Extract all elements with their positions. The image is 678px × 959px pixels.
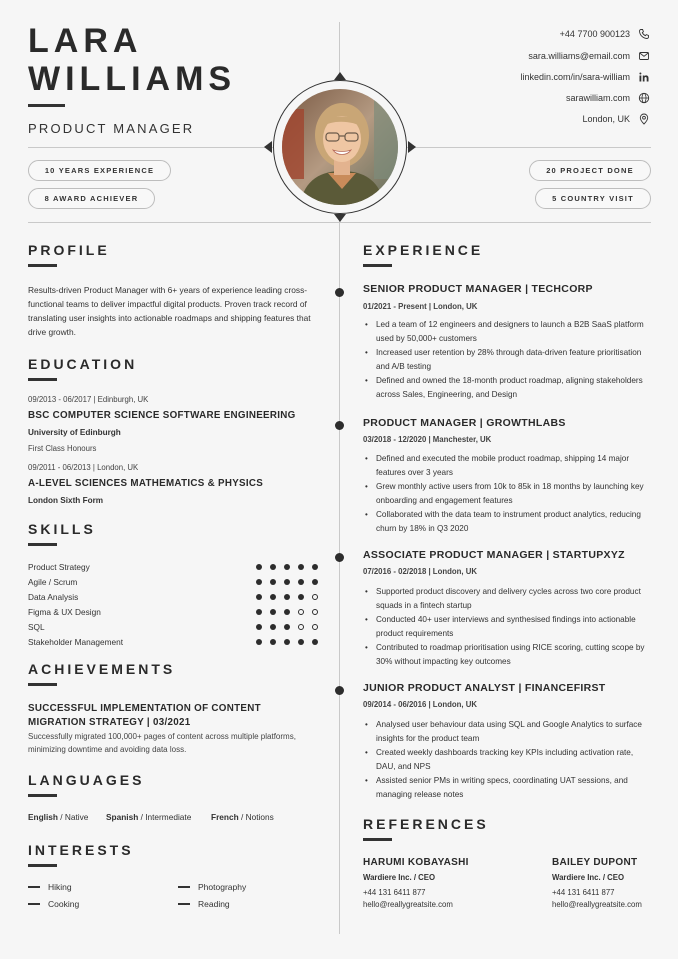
badge-country-visit: 5 COUNTRY VISIT bbox=[535, 188, 651, 209]
skill-dot-filled bbox=[284, 624, 290, 630]
language-english-level: Native bbox=[64, 812, 89, 822]
contact-website[interactable] bbox=[410, 90, 650, 106]
linkedin-icon bbox=[638, 71, 650, 83]
skill-dot-empty bbox=[298, 609, 304, 615]
reference-2-phone[interactable]: +44 131 6411 877 bbox=[552, 888, 615, 897]
skill-dot-filled bbox=[284, 564, 290, 570]
reference-2-role: Wardiere Inc. / CEO bbox=[552, 873, 625, 882]
reference-1-phone[interactable]: +44 131 6411 877 bbox=[363, 888, 426, 897]
skill-name: Agile / Scrum bbox=[28, 577, 78, 587]
contact-email[interactable] bbox=[410, 48, 650, 64]
interest-item bbox=[28, 899, 79, 909]
reference-1-email[interactable]: hello@reallygreatsite.com bbox=[363, 900, 453, 909]
skill-dot-filled bbox=[284, 609, 290, 615]
skill-row bbox=[28, 605, 318, 619]
job-title: PRODUCT MANAGER bbox=[28, 121, 195, 136]
job-1-meta: 01/2021 - Present | London, UK bbox=[363, 302, 478, 311]
skill-level-dots bbox=[256, 564, 318, 570]
skills-heading-bar bbox=[28, 543, 57, 546]
achievement-text: Successfully migrated 100,000+ pages of content across multiple platforms, minimizing downtime and avoiding data loss. bbox=[28, 732, 296, 754]
skill-name: Figma & UX Design bbox=[28, 607, 101, 617]
education-heading: EDUCATION bbox=[28, 356, 138, 372]
skill-row bbox=[28, 635, 318, 649]
job-1-bullets bbox=[363, 318, 653, 402]
education-1-note: First Class Honours bbox=[28, 444, 97, 453]
contact-location bbox=[410, 111, 650, 127]
job-bullet: • Analysed user behaviour data using SQL and Google Analytics to surface insights for the product team bbox=[363, 718, 653, 745]
interest-label: Cooking bbox=[48, 899, 80, 909]
job-bullet: • Increased user retention by 28% through data-driven feature prioritisation and A/B testing bbox=[363, 346, 653, 373]
achievement-title-line1: SUCCESSFUL IMPLEMENTATION OF CONTENT bbox=[28, 703, 261, 714]
skill-dot-filled bbox=[298, 579, 304, 585]
job-2-meta: 03/2018 - 12/2020 | Manchester, UK bbox=[363, 435, 492, 444]
skills-heading: SKILLS bbox=[28, 521, 96, 537]
skill-dot-filled bbox=[256, 594, 262, 600]
job-3-title: ASSOCIATE PRODUCT MANAGER | STARTUPXYZ bbox=[363, 549, 625, 561]
achievement-title bbox=[28, 702, 261, 730]
education-2-school: London Sixth Form bbox=[28, 496, 104, 505]
job-bullet: • Defined and executed the mobile product roadmap, shipping 14 major features over 3 years bbox=[363, 452, 653, 479]
interest-label: Reading bbox=[198, 899, 230, 909]
education-2-degree: A-LEVEL SCIENCES MATHEMATICS & PHYSICS bbox=[28, 478, 264, 489]
interest-label: Photography bbox=[198, 882, 247, 892]
contact-linkedin[interactable] bbox=[410, 69, 650, 85]
timeline-dot bbox=[335, 421, 344, 430]
references-heading-bar bbox=[363, 838, 392, 841]
interest-item bbox=[178, 882, 246, 892]
contact-email-text: sara.williams@email.com bbox=[528, 51, 630, 61]
skill-dot-filled bbox=[270, 639, 276, 645]
globe-icon bbox=[638, 92, 650, 104]
job-bullet: • Conducted 40+ user interviews and synthesised findings into actionable product requirements bbox=[363, 613, 653, 640]
skill-dot-filled bbox=[298, 639, 304, 645]
achievement-title-line2: MIGRATION STRATEGY | 03/2021 bbox=[28, 717, 191, 728]
skill-name: Product Strategy bbox=[28, 562, 90, 572]
skill-dot-filled bbox=[312, 639, 318, 645]
skill-name: Data Analysis bbox=[28, 592, 79, 602]
interest-dash bbox=[178, 903, 190, 906]
skill-dot-filled bbox=[284, 579, 290, 585]
job-bullet: • Collaborated with the data team to instrument product analytics, reducing churn by 18% in Q3 2020 bbox=[363, 508, 653, 535]
skill-dot-filled bbox=[312, 564, 318, 570]
job-bullet: • Grew monthly active users from 10k to 85k in 18 months by launching key onboarding and engagement features bbox=[363, 480, 653, 507]
skill-row bbox=[28, 590, 318, 604]
skill-level-dots bbox=[256, 609, 318, 615]
skill-name: SQL bbox=[28, 622, 45, 632]
language-spanish-level: Intermediate bbox=[145, 812, 192, 822]
skill-dot-empty bbox=[312, 624, 318, 630]
achievements-heading: ACHIEVEMENTS bbox=[28, 661, 176, 677]
skill-dot-filled bbox=[270, 624, 276, 630]
timeline-dot bbox=[335, 553, 344, 562]
skill-row bbox=[28, 560, 318, 574]
skill-level-dots bbox=[256, 624, 318, 630]
references-heading: REFERENCES bbox=[363, 816, 489, 832]
interest-dash bbox=[178, 886, 190, 889]
skill-dot-empty bbox=[298, 624, 304, 630]
language-spanish: Spanish / Intermediate bbox=[106, 812, 192, 822]
job-bullet: • Supported product discovery and delivery cycles across two core product squads in a fintech startup bbox=[363, 585, 653, 612]
header-divider-right bbox=[407, 147, 651, 148]
skill-dot-filled bbox=[256, 579, 262, 585]
skill-dot-filled bbox=[256, 564, 262, 570]
job-bullet: • Defined and owned the 18-month product roadmap, aligning stakeholders across Sales, Engineering, and Design bbox=[363, 374, 653, 401]
timeline-dot bbox=[335, 686, 344, 695]
reference-2-email[interactable]: hello@reallygreatsite.com bbox=[552, 900, 642, 909]
badge-project-done: 20 PROJECT DONE bbox=[529, 160, 651, 181]
profile-photo bbox=[282, 89, 398, 205]
education-2-dates: 09/2011 - 06/2013 | London, UK bbox=[28, 463, 139, 472]
skill-level-dots bbox=[256, 594, 318, 600]
achievements-heading-bar bbox=[28, 683, 57, 686]
reference-1-name: HARUMI KOBAYASHI bbox=[363, 857, 469, 868]
skill-dot-filled bbox=[298, 594, 304, 600]
first-name: LARA bbox=[28, 22, 143, 60]
job-bullet: • Contributed to roadmap prioritisation using RICE scoring, cutting scope by 30% without impacting key outcomes bbox=[363, 641, 653, 668]
skill-dot-filled bbox=[256, 639, 262, 645]
phone-icon bbox=[638, 28, 650, 40]
language-english-name: English bbox=[28, 812, 58, 822]
language-french-name: French bbox=[211, 812, 239, 822]
education-1-dates: 09/2013 - 06/2017 | Edinburgh, UK bbox=[28, 395, 149, 404]
language-french-level: Notions bbox=[245, 812, 274, 822]
interest-label: Hiking bbox=[48, 882, 72, 892]
contact-phone-text: +44 7700 900123 bbox=[559, 29, 630, 39]
skill-row bbox=[28, 620, 318, 634]
skill-dot-filled bbox=[284, 594, 290, 600]
job-1-title: SENIOR PRODUCT MANAGER | TECHCORP bbox=[363, 283, 593, 295]
badge-award-achiever: 8 AWARD ACHIEVER bbox=[28, 188, 155, 209]
skill-dot-empty bbox=[312, 609, 318, 615]
interest-item bbox=[178, 899, 230, 909]
language-spanish-name: Spanish bbox=[106, 812, 139, 822]
location-pin-icon bbox=[638, 113, 650, 125]
contact-linkedin-text: linkedin.com/in/sara-william bbox=[520, 72, 630, 82]
job-4-bullets bbox=[363, 718, 653, 802]
experience-heading-bar bbox=[363, 264, 392, 267]
job-3-bullets bbox=[363, 585, 653, 669]
mail-icon bbox=[638, 50, 650, 62]
job-4-title: JUNIOR PRODUCT ANALYST | FINANCEFIRST bbox=[363, 682, 606, 694]
languages-heading: LANGUAGES bbox=[28, 772, 145, 788]
skill-dot-filled bbox=[312, 579, 318, 585]
education-heading-bar bbox=[28, 378, 57, 381]
skill-dot-filled bbox=[256, 624, 262, 630]
badge-years-experience: 10 YEARS EXPERIENCE bbox=[28, 160, 171, 181]
job-bullet: • Created weekly dashboards tracking key KPIs including activation rate, DAU, and NPS bbox=[363, 746, 653, 773]
portrait-image bbox=[282, 89, 398, 205]
skill-name: Stakeholder Management bbox=[28, 637, 124, 647]
profile-text: Results-driven Product Manager with 6+ years of experience leading cross-functional teams to deliver impactful digital products. Proven track record of translating user insights into actionable roadmaps and shipping features that drive growth. bbox=[28, 285, 311, 337]
interest-dash bbox=[28, 903, 40, 906]
last-name: WILLIAMS bbox=[28, 60, 237, 98]
skill-dot-filled bbox=[256, 609, 262, 615]
language-english: English / Native bbox=[28, 812, 89, 822]
skill-level-dots bbox=[256, 639, 318, 645]
timeline-dot bbox=[335, 288, 344, 297]
interests-heading-bar bbox=[28, 864, 57, 867]
name-underline bbox=[28, 104, 65, 107]
experience-heading: EXPERIENCE bbox=[363, 242, 484, 258]
contact-website-text: sarawilliam.com bbox=[565, 93, 630, 103]
job-4-meta: 09/2014 - 06/2016 | London, UK bbox=[363, 700, 477, 709]
skill-dot-empty bbox=[312, 594, 318, 600]
job-2-bullets bbox=[363, 452, 653, 536]
job-bullet: • Assisted senior PMs in writing specs, coordinating UAT sessions, and managing release notes bbox=[363, 774, 653, 801]
skill-dot-filled bbox=[284, 639, 290, 645]
skill-dot-filled bbox=[270, 579, 276, 585]
job-bullet: • Led a team of 12 engineers and designers to launch a B2B SaaS platform used by 50,000+ customers bbox=[363, 318, 653, 345]
contact-phone[interactable] bbox=[410, 26, 650, 42]
skill-dot-filled bbox=[298, 564, 304, 570]
reference-1-role: Wardiere Inc. / CEO bbox=[363, 873, 436, 882]
profile-heading-bar bbox=[28, 264, 57, 267]
interest-dash bbox=[28, 886, 40, 889]
job-2-title: PRODUCT MANAGER | GROWTHLABS bbox=[363, 417, 566, 429]
skill-row bbox=[28, 575, 318, 589]
contact-location-text: London, UK bbox=[582, 114, 630, 124]
interest-item bbox=[28, 882, 72, 892]
skill-dot-filled bbox=[270, 594, 276, 600]
education-1-degree: BSC COMPUTER SCIENCE SOFTWARE ENGINEERING bbox=[28, 410, 296, 421]
skill-dot-filled bbox=[270, 609, 276, 615]
profile-heading: PROFILE bbox=[28, 242, 110, 258]
interests-heading: INTERESTS bbox=[28, 842, 134, 858]
languages-heading-bar bbox=[28, 794, 57, 797]
skill-dot-filled bbox=[270, 564, 276, 570]
education-1-school: University of Edinburgh bbox=[28, 428, 121, 437]
job-3-meta: 07/2016 - 02/2018 | London, UK bbox=[363, 567, 477, 576]
candidate-name bbox=[28, 22, 236, 98]
language-french: French / Notions bbox=[211, 812, 274, 822]
header-divider-left bbox=[28, 147, 273, 148]
reference-2-name: BAILEY DUPONT bbox=[552, 857, 638, 868]
skill-level-dots bbox=[256, 579, 318, 585]
